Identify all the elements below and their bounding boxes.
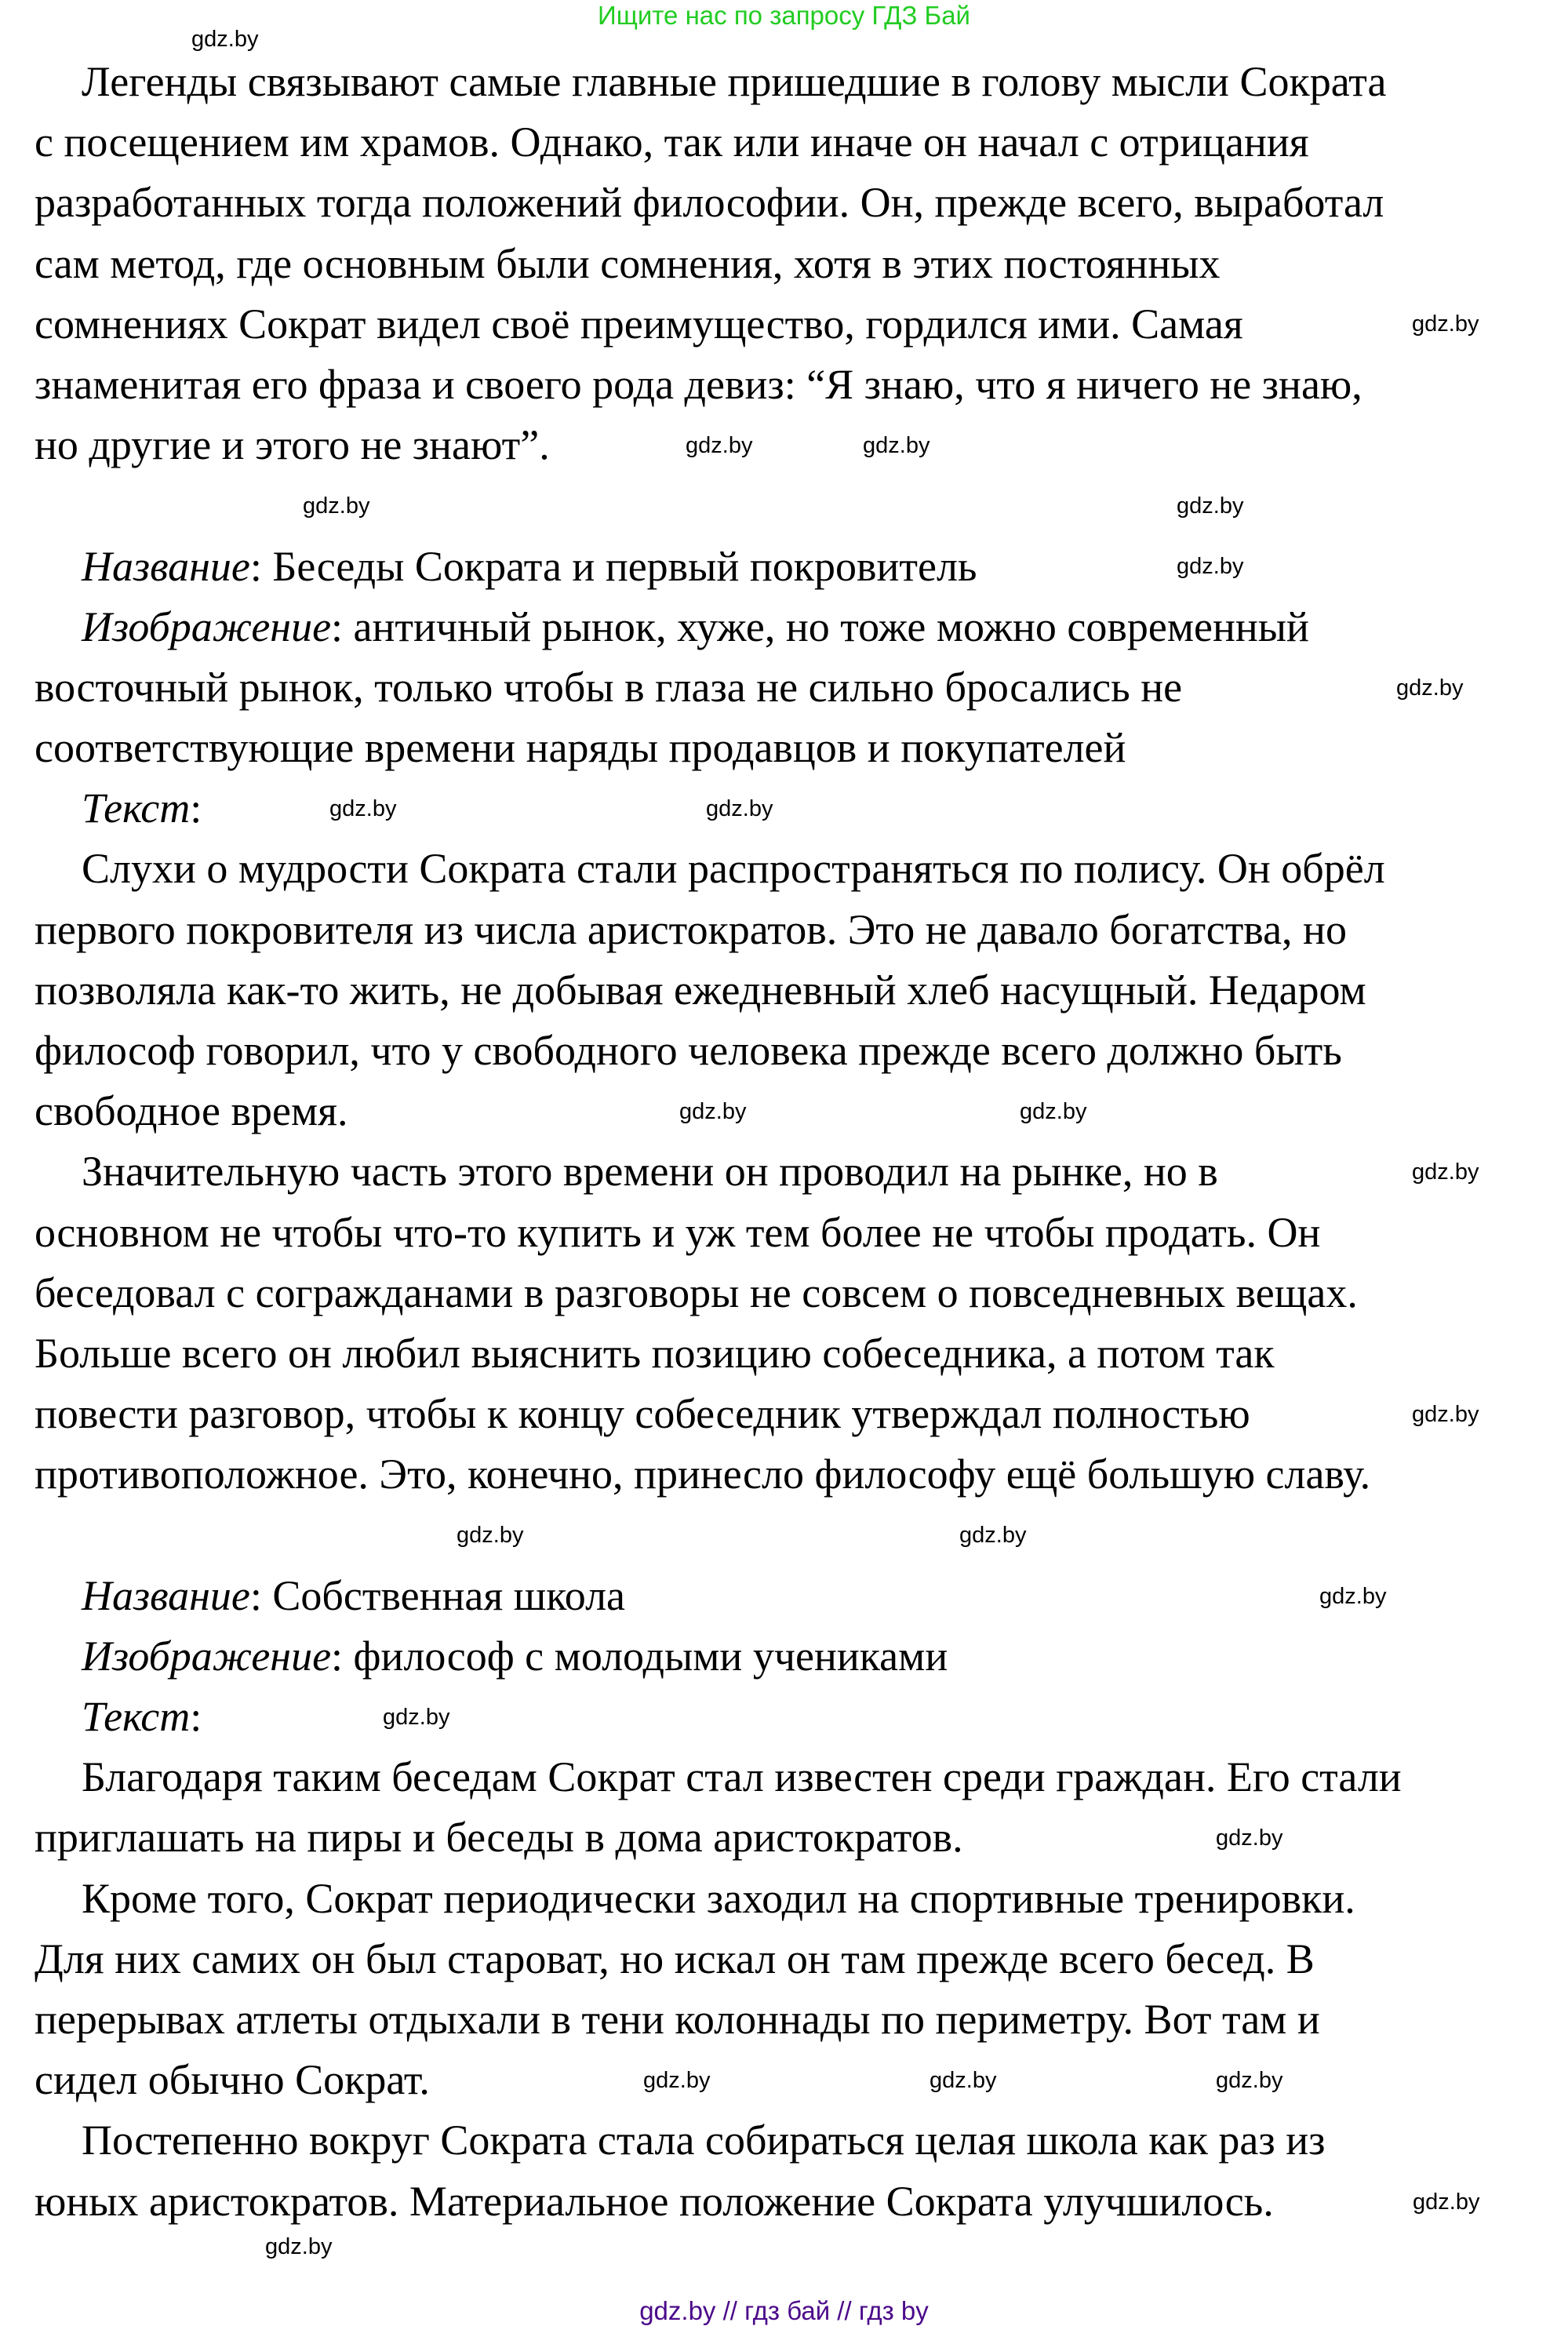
watermark: gdz.by xyxy=(1177,554,1244,579)
field-line xyxy=(35,1566,1541,1626)
field-label: Название xyxy=(82,1571,250,1619)
text-line xyxy=(35,1323,1541,1384)
text-line xyxy=(35,1747,1541,1807)
line-text: сам метод, где основным были сомнения, хотя в этих постоянных xyxy=(35,239,1221,287)
line-text: Кроме того, Сократ периодически заходил на спортивные тренировки. xyxy=(82,1874,1355,1922)
text-line xyxy=(35,718,1541,778)
text-line xyxy=(35,839,1541,899)
watermark: gdz.by xyxy=(191,27,259,52)
field-line xyxy=(35,778,1541,839)
text-line xyxy=(35,1989,1541,2050)
text-line xyxy=(35,1929,1541,1989)
field-line xyxy=(35,537,1541,597)
line-text: Легенды связывают самые главные пришедшие в голову мысли Сократа xyxy=(82,58,1387,105)
text-line xyxy=(35,1263,1541,1323)
watermark: gdz.by xyxy=(706,796,773,821)
text-line xyxy=(35,960,1541,1021)
footer-links[interactable]: gdz.by // гдз бай // гдз by xyxy=(639,2296,929,2325)
document-body xyxy=(35,52,1541,2232)
text-line xyxy=(35,112,1541,173)
line-text: основном не чтобы что-то купить и уж тем более не чтобы продать. Он xyxy=(35,1208,1321,1256)
watermark: gdz.by xyxy=(1216,1825,1283,1851)
line-text: : философ с молодыми учениками xyxy=(331,1632,948,1680)
text-line xyxy=(35,475,1541,536)
watermark: gdz.by xyxy=(1412,1402,1479,1427)
field-line xyxy=(35,1687,1541,1747)
text-line xyxy=(35,234,1541,294)
text-line xyxy=(35,2171,1541,2232)
line-text: знаменитая его фраза и своего рода девиз: “Я знаю, что я ничего не знаю, xyxy=(35,360,1362,408)
text-line xyxy=(35,173,1541,233)
line-text: соответствующие времени наряды продавцов и покупателей xyxy=(35,724,1126,772)
line-text: : xyxy=(190,784,202,832)
line-text: повести разговор, чтобы к концу собеседник утверждал полностью xyxy=(35,1390,1250,1438)
line-text: позволяла как-то жить, не добывая ежедневный хлеб насущный. Недаром xyxy=(35,966,1366,1014)
line-text: беседовал с согражданами в разговоры не совсем о повседневных вещах. xyxy=(35,1269,1358,1316)
line-text: разработанных тогда положений философии. Он, прежде всего, выработал xyxy=(35,179,1384,227)
field-label: Изображение xyxy=(82,1632,332,1680)
field-label: Текст xyxy=(82,1693,191,1741)
text-line xyxy=(35,1021,1541,1081)
line-text: юных аристократов. Материальное положение Сократа улучшилось. xyxy=(35,2177,1274,2225)
line-text: философ говорил, что у свободного человека прежде всего должно быть xyxy=(35,1027,1342,1074)
line-text: восточный рынок, только чтобы в глаза не сильно бросались не xyxy=(35,663,1183,711)
text-line xyxy=(35,900,1541,960)
watermark: gdz.by xyxy=(265,2234,333,2259)
field-label: Название xyxy=(82,542,250,590)
watermark: gdz.by xyxy=(930,2068,997,2093)
watermark: gdz.by xyxy=(1396,675,1464,701)
watermark: gdz.by xyxy=(1412,1159,1479,1185)
line-text: : античный рынок, хуже, но тоже можно современный xyxy=(331,602,1309,650)
line-text: : Собственная школа xyxy=(249,1571,625,1619)
line-text: сомнениях Сократ видел своё преимущество, гордился ими. Самая xyxy=(35,300,1243,348)
field-label: Изображение xyxy=(82,602,332,650)
watermark: gdz.by xyxy=(1177,493,1244,519)
text-line xyxy=(35,2110,1541,2171)
watermark: gdz.by xyxy=(329,796,397,821)
line-text: с посещением им храмов. Однако, так или иначе он начал с отрицания xyxy=(35,118,1309,166)
text-line xyxy=(35,1384,1541,1444)
field-line xyxy=(35,597,1541,657)
text-line xyxy=(35,294,1541,355)
line-text: приглашать на пиры и беседы в дома аристократов. xyxy=(35,1814,963,1862)
line-text: : Беседы Сократа и первый покровитель xyxy=(249,542,977,590)
watermark: gdz.by xyxy=(863,433,930,458)
field-label: Текст xyxy=(82,784,191,832)
text-line xyxy=(35,52,1541,112)
search-banner[interactable]: Ищите нас по запросу ГДЗ Бай xyxy=(598,1,970,30)
text-line xyxy=(35,1869,1541,1929)
watermark: gdz.by xyxy=(383,1705,450,1730)
text-line xyxy=(35,2050,1541,2110)
watermark: gdz.by xyxy=(1319,1584,1387,1609)
text-line xyxy=(35,415,1541,475)
watermark: gdz.by xyxy=(643,2068,711,2093)
text-line xyxy=(35,1081,1541,1141)
line-text: перерывах атлеты отдыхали в тени колоннады по периметру. Вот там и xyxy=(35,1996,1320,2043)
line-text: Слухи о мудрости Сократа стали распространяться по полису. Он обрёл xyxy=(82,845,1385,893)
watermark: gdz.by xyxy=(686,433,753,458)
text-line xyxy=(35,1807,1541,1868)
line-text: сидел обычно Сократ. xyxy=(35,2056,430,2104)
line-text: Больше всего он любил выяснить позицию собеседника, а потом так xyxy=(35,1329,1275,1377)
text-line xyxy=(35,355,1541,415)
line-text: Постепенно вокруг Сократа стала собираться целая школа как раз из xyxy=(82,2117,1326,2164)
line-text: : xyxy=(190,1693,202,1741)
text-line xyxy=(35,1203,1541,1263)
watermark: gdz.by xyxy=(1020,1099,1087,1124)
text-line xyxy=(35,1444,1541,1505)
line-text: Значительную часть этого времени он проводил на рынке, но в xyxy=(82,1148,1218,1196)
line-text: свободное время. xyxy=(35,1087,348,1135)
watermark: gdz.by xyxy=(1412,311,1479,337)
text-line xyxy=(35,1505,1541,1566)
watermark: gdz.by xyxy=(303,493,370,519)
watermark: gdz.by xyxy=(1413,2189,1480,2215)
line-text: Для них самих он был староват, но искал он там прежде всего бесед. В xyxy=(35,1935,1315,1982)
line-text: но другие и этого не знают”. xyxy=(35,421,550,469)
text-line xyxy=(35,1141,1541,1202)
line-text: противоположное. Это, конечно, принесло философу ещё большую славу. xyxy=(35,1451,1371,1498)
line-text: первого покровителя из числа аристократов. Это не давало богатства, но xyxy=(35,905,1347,953)
watermark: gdz.by xyxy=(959,1523,1027,1548)
text-line xyxy=(35,657,1541,718)
watermark: gdz.by xyxy=(1216,2068,1283,2093)
watermark: gdz.by xyxy=(457,1523,524,1548)
field-line xyxy=(35,1626,1541,1687)
line-text: Благодаря таким беседам Сократ стал известен среди граждан. Его стали xyxy=(82,1753,1402,1801)
watermark: gdz.by xyxy=(679,1099,747,1124)
